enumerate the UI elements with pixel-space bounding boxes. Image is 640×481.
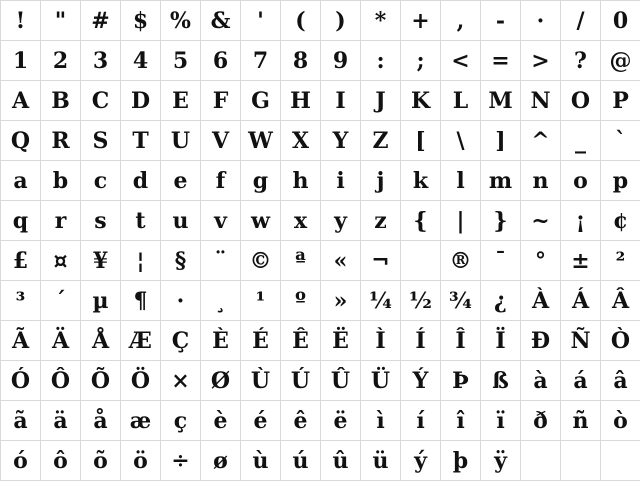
glyph-cell[interactable]: B — [41, 81, 81, 121]
glyph-cell[interactable]: ¹ — [241, 281, 281, 321]
glyph-cell[interactable]: W — [241, 121, 281, 161]
glyph-cell[interactable]: ? — [561, 41, 601, 81]
glyph-cell[interactable]: æ — [121, 401, 161, 441]
glyph-cell[interactable]: V — [201, 121, 241, 161]
glyph-cell[interactable]: ³ — [1, 281, 41, 321]
glyph-cell[interactable]: R — [41, 121, 81, 161]
glyph-cell[interactable]: ù — [241, 441, 281, 481]
glyph-cell[interactable] — [521, 441, 561, 481]
glyph-cell[interactable]: ø — [201, 441, 241, 481]
glyph-cell[interactable]: ~ — [521, 201, 561, 241]
glyph-cell[interactable]: ¾ — [441, 281, 481, 321]
glyph-cell[interactable]: µ — [81, 281, 121, 321]
glyph-cell[interactable]: ê — [281, 401, 321, 441]
glyph-cell[interactable]: ï — [481, 401, 521, 441]
glyph-cell[interactable]: Ý — [401, 361, 441, 401]
glyph-cell[interactable]: 7 — [241, 41, 281, 81]
glyph-cell[interactable]: U — [161, 121, 201, 161]
glyph-cell[interactable]: ª — [281, 241, 321, 281]
glyph-cell[interactable]: ¸ — [201, 281, 241, 321]
glyph-cell[interactable]: ¥ — [81, 241, 121, 281]
glyph-cell[interactable]: = — [481, 41, 521, 81]
glyph-cell[interactable]: S — [81, 121, 121, 161]
glyph-cell[interactable]: È — [201, 321, 241, 361]
glyph-cell[interactable]: ã — [1, 401, 41, 441]
glyph-cell[interactable]: ( — [281, 1, 321, 41]
glyph-cell[interactable]: î — [441, 401, 481, 441]
glyph-cell[interactable]: Ï — [481, 321, 521, 361]
glyph-cell[interactable]: / — [561, 1, 601, 41]
glyph-cell[interactable]: k — [401, 161, 441, 201]
glyph-cell[interactable]: q — [1, 201, 41, 241]
glyph-cell[interactable]: $ — [121, 1, 161, 41]
glyph-cell[interactable]: ¨ — [201, 241, 241, 281]
glyph-cell[interactable]: ÷ — [161, 441, 201, 481]
glyph-cell[interactable]: 0 — [601, 1, 640, 41]
glyph-cell[interactable]: Ç — [161, 321, 201, 361]
glyph-cell[interactable]: % — [161, 1, 201, 41]
glyph-cell[interactable]: H — [281, 81, 321, 121]
glyph-cell[interactable]: E — [161, 81, 201, 121]
glyph-cell[interactable]: \ — [441, 121, 481, 161]
glyph-cell[interactable]: } — [481, 201, 521, 241]
glyph-cell[interactable]: 6 — [201, 41, 241, 81]
glyph-cell[interactable]: G — [241, 81, 281, 121]
glyph-cell[interactable]: Ã — [1, 321, 41, 361]
glyph-cell[interactable]: [ — [401, 121, 441, 161]
glyph-cell[interactable]: r — [41, 201, 81, 241]
glyph-cell[interactable]: F — [201, 81, 241, 121]
glyph-cell[interactable]: Æ — [121, 321, 161, 361]
glyph-cell[interactable]: M — [481, 81, 521, 121]
glyph-cell[interactable]: _ — [561, 121, 601, 161]
glyph-cell[interactable]: è — [201, 401, 241, 441]
glyph-cell[interactable]: Û — [321, 361, 361, 401]
glyph-cell[interactable]: º — [281, 281, 321, 321]
glyph-cell[interactable]: © — [241, 241, 281, 281]
glyph-cell[interactable]: ö — [121, 441, 161, 481]
glyph-cell[interactable]: 4 — [121, 41, 161, 81]
glyph-cell[interactable]: ç — [161, 401, 201, 441]
glyph-cell[interactable]: J — [361, 81, 401, 121]
glyph-cell[interactable]: ò — [601, 401, 640, 441]
glyph-cell[interactable]: & — [201, 1, 241, 41]
glyph-cell[interactable]: u — [161, 201, 201, 241]
glyph-cell[interactable]: | — [441, 201, 481, 241]
glyph-cell[interactable]: 9 — [321, 41, 361, 81]
glyph-cell[interactable]: á — [561, 361, 601, 401]
glyph-cell[interactable]: ` — [601, 121, 640, 161]
glyph-cell[interactable]: * — [361, 1, 401, 41]
glyph-cell[interactable]: x — [281, 201, 321, 241]
glyph-cell[interactable]: ° — [521, 241, 561, 281]
glyph-cell[interactable]: ] — [481, 121, 521, 161]
glyph-cell[interactable]: s — [81, 201, 121, 241]
glyph-cell[interactable]: é — [241, 401, 281, 441]
glyph-cell[interactable]: ^ — [521, 121, 561, 161]
glyph-cell[interactable]: n — [521, 161, 561, 201]
glyph-cell[interactable]: ) — [321, 1, 361, 41]
glyph-cell[interactable]: ú — [281, 441, 321, 481]
glyph-cell[interactable]: O — [561, 81, 601, 121]
glyph-cell[interactable]: a — [1, 161, 41, 201]
glyph-cell[interactable]: 1 — [1, 41, 41, 81]
glyph-cell[interactable]: e — [161, 161, 201, 201]
glyph-cell[interactable]: @ — [601, 41, 640, 81]
glyph-cell[interactable]: ´ — [41, 281, 81, 321]
glyph-cell[interactable]: v — [201, 201, 241, 241]
glyph-cell[interactable]: Ò — [601, 321, 640, 361]
glyph-cell[interactable]: õ — [81, 441, 121, 481]
glyph-cell[interactable]: ß — [481, 361, 521, 401]
glyph-cell[interactable]: > — [521, 41, 561, 81]
glyph-cell[interactable]: « — [321, 241, 361, 281]
glyph-cell[interactable]: Å — [81, 321, 121, 361]
glyph-cell[interactable]: û — [321, 441, 361, 481]
glyph-cell[interactable]: À — [521, 281, 561, 321]
glyph-cell[interactable]: þ — [441, 441, 481, 481]
glyph-cell[interactable]: " — [41, 1, 81, 41]
glyph-cell[interactable]: § — [161, 241, 201, 281]
glyph-cell[interactable]: L — [441, 81, 481, 121]
glyph-cell[interactable] — [601, 441, 640, 481]
glyph-cell[interactable]: 5 — [161, 41, 201, 81]
glyph-cell[interactable]: · — [521, 1, 561, 41]
glyph-cell[interactable]: , — [441, 1, 481, 41]
glyph-cell[interactable]: ñ — [561, 401, 601, 441]
glyph-cell[interactable]: £ — [1, 241, 41, 281]
glyph-cell[interactable]: Y — [321, 121, 361, 161]
glyph-cell[interactable]: + — [401, 1, 441, 41]
glyph-cell[interactable]: z — [361, 201, 401, 241]
glyph-cell[interactable]: ä — [41, 401, 81, 441]
glyph-cell[interactable]: g — [241, 161, 281, 201]
glyph-cell[interactable]: m — [481, 161, 521, 201]
glyph-cell[interactable]: ; — [401, 41, 441, 81]
glyph-cell[interactable]: ¤ — [41, 241, 81, 281]
glyph-cell[interactable]: ¦ — [121, 241, 161, 281]
glyph-cell[interactable]: å — [81, 401, 121, 441]
glyph-cell[interactable]: ð — [521, 401, 561, 441]
glyph-cell[interactable]: ½ — [401, 281, 441, 321]
glyph-cell[interactable]: Ø — [201, 361, 241, 401]
glyph-cell[interactable]: K — [401, 81, 441, 121]
glyph-cell[interactable]: · — [161, 281, 201, 321]
glyph-cell[interactable]: ! — [1, 1, 41, 41]
glyph-cell[interactable]: t — [121, 201, 161, 241]
glyph-cell[interactable] — [561, 441, 601, 481]
glyph-cell[interactable]: ë — [321, 401, 361, 441]
glyph-cell[interactable]: 8 — [281, 41, 321, 81]
glyph-cell[interactable]: # — [81, 1, 121, 41]
glyph-cell[interactable]: ± — [561, 241, 601, 281]
glyph-cell[interactable]: ² — [601, 241, 640, 281]
glyph-cell[interactable]: à — [521, 361, 561, 401]
glyph-cell[interactable]: l — [441, 161, 481, 201]
glyph-cell[interactable]: { — [401, 201, 441, 241]
glyph-cell[interactable]: < — [441, 41, 481, 81]
glyph-cell[interactable]: ¬ — [361, 241, 401, 281]
glyph-cell[interactable]: C — [81, 81, 121, 121]
glyph-cell[interactable]: ¼ — [361, 281, 401, 321]
glyph-cell[interactable]: ' — [241, 1, 281, 41]
glyph-cell[interactable]: w — [241, 201, 281, 241]
glyph-cell[interactable]: Ù — [241, 361, 281, 401]
glyph-cell[interactable]: o — [561, 161, 601, 201]
glyph-cell[interactable]: Õ — [81, 361, 121, 401]
glyph-cell[interactable]: ô — [41, 441, 81, 481]
glyph-cell[interactable]: Î — [441, 321, 481, 361]
glyph-cell[interactable]: P — [601, 81, 640, 121]
glyph-cell[interactable]: Þ — [441, 361, 481, 401]
glyph-cell[interactable]: Ð — [521, 321, 561, 361]
glyph-cell[interactable]: Á — [561, 281, 601, 321]
glyph-cell[interactable]: I — [321, 81, 361, 121]
glyph-cell[interactable]: A — [1, 81, 41, 121]
glyph-cell[interactable]: i — [321, 161, 361, 201]
glyph-cell[interactable]: y — [321, 201, 361, 241]
glyph-cell[interactable]: ý — [401, 441, 441, 481]
glyph-cell[interactable]: 2 — [41, 41, 81, 81]
glyph-cell[interactable]: Ô — [41, 361, 81, 401]
glyph-cell[interactable]: Ê — [281, 321, 321, 361]
glyph-cell[interactable]: f — [201, 161, 241, 201]
glyph-cell[interactable]: X — [281, 121, 321, 161]
glyph-cell[interactable]: É — [241, 321, 281, 361]
glyph-cell[interactable]: N — [521, 81, 561, 121]
glyph-cell[interactable] — [401, 241, 441, 281]
glyph-cell[interactable]: - — [481, 1, 521, 41]
glyph-cell[interactable]: ÿ — [481, 441, 521, 481]
glyph-cell[interactable]: × — [161, 361, 201, 401]
glyph-cell[interactable]: p — [601, 161, 640, 201]
glyph-cell[interactable]: Ì — [361, 321, 401, 361]
glyph-cell[interactable]: Q — [1, 121, 41, 161]
glyph-cell[interactable]: Í — [401, 321, 441, 361]
glyph-cell[interactable]: ¶ — [121, 281, 161, 321]
glyph-cell[interactable]: Ä — [41, 321, 81, 361]
glyph-cell[interactable]: ó — [1, 441, 41, 481]
glyph-cell[interactable]: Ó — [1, 361, 41, 401]
glyph-cell[interactable]: ¯ — [481, 241, 521, 281]
glyph-cell[interactable]: ¢ — [601, 201, 640, 241]
glyph-cell[interactable]: Ö — [121, 361, 161, 401]
glyph-cell[interactable]: Ñ — [561, 321, 601, 361]
glyph-cell[interactable]: Ü — [361, 361, 401, 401]
glyph-cell[interactable]: Â — [601, 281, 640, 321]
glyph-cell[interactable]: : — [361, 41, 401, 81]
glyph-cell[interactable]: ® — [441, 241, 481, 281]
glyph-cell[interactable]: ü — [361, 441, 401, 481]
glyph-cell[interactable]: d — [121, 161, 161, 201]
glyph-cell[interactable]: í — [401, 401, 441, 441]
glyph-cell[interactable]: c — [81, 161, 121, 201]
glyph-cell[interactable]: Ë — [321, 321, 361, 361]
glyph-cell[interactable]: 3 — [81, 41, 121, 81]
glyph-cell[interactable]: â — [601, 361, 640, 401]
glyph-cell[interactable]: ¡ — [561, 201, 601, 241]
glyph-cell[interactable]: D — [121, 81, 161, 121]
glyph-cell[interactable]: h — [281, 161, 321, 201]
glyph-cell[interactable]: j — [361, 161, 401, 201]
glyph-cell[interactable]: T — [121, 121, 161, 161]
glyph-cell[interactable]: » — [321, 281, 361, 321]
glyph-cell[interactable]: ¿ — [481, 281, 521, 321]
glyph-cell[interactable]: Z — [361, 121, 401, 161]
glyph-cell[interactable]: ì — [361, 401, 401, 441]
glyph-cell[interactable]: Ú — [281, 361, 321, 401]
glyph-cell[interactable]: b — [41, 161, 81, 201]
